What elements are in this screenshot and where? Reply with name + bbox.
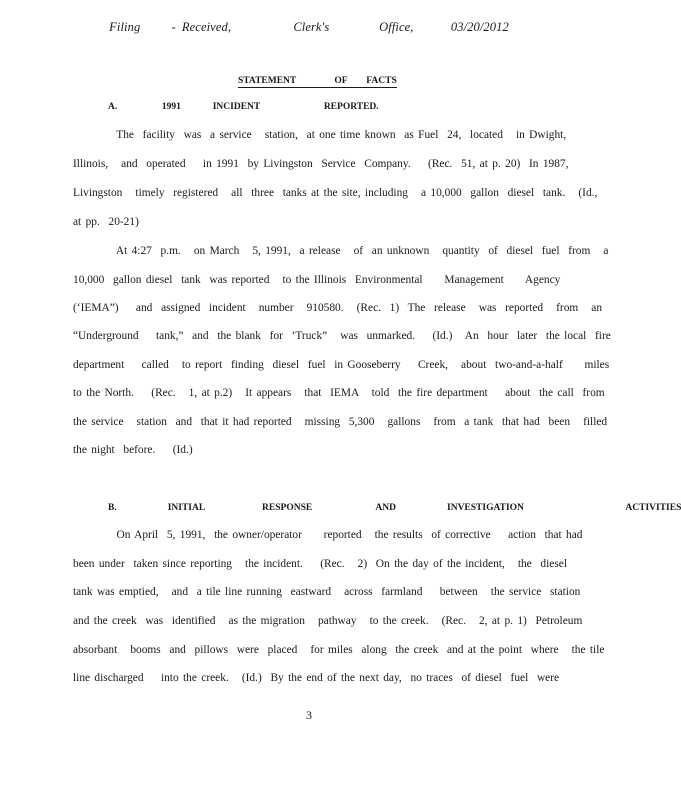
- filing-stamp-header: [0, 20, 618, 35]
- header-clerks: Clerk's: [293, 20, 330, 34]
- subheading-a: A. 1991 INCIDENT REPORTED.: [108, 102, 379, 112]
- text-line: “Underground tank,” and the blank for ‘Truck” was unmarked. (Id.) An hour later the local fire: [73, 330, 611, 342]
- text-line: and the creek was identified as the migration pathway to the creek. (Rec. 2, at p. 1) Petroleum: [73, 615, 583, 627]
- text-line: tank was emptied, and a tile line running eastward across farmland between the service station: [73, 586, 581, 598]
- text-line: the service station and that it had reported missing 5,300 gallons from a tank that had been filled: [73, 416, 608, 428]
- text-line: at pp. 20-21): [73, 216, 139, 228]
- text-line: been under taken since reporting the incident. (Rec. 2) On the day of the incident, the diesel: [73, 558, 567, 570]
- text-line: Illinois, and operated in 1991 by Livingston Service Company. (Rec. 51, at p. 20) In 1987,: [73, 158, 569, 170]
- section-title: STATEMENT OF FACTS: [238, 76, 397, 86]
- text-line: department called to report finding diesel fuel in Gooseberry Creek, about two-and-a-half miles: [73, 359, 610, 371]
- header-office: Office,: [379, 20, 414, 34]
- header-received: - Received,: [171, 20, 232, 34]
- text-line: to the North. (Rec. 1, at p.2) It appears that IEMA told the fire department about the call from: [73, 387, 605, 399]
- text-line: line discharged into the creek. (Id.) By the end of the next day, no traces of diesel fuel were: [73, 672, 560, 684]
- text-line: absorbant booms and pillows were placed for miles along the creek and at the point where the tile: [73, 644, 605, 656]
- subheading-b: B. INITIAL RESPONSE AND INVESTIGATION ACTIVITIES: [108, 503, 681, 513]
- header-date: 03/20/2012: [450, 20, 509, 34]
- text-line: On April 5, 1991, the owner/operator reported the results of corrective action that had: [73, 529, 583, 541]
- page-number: 3: [306, 708, 312, 722]
- text-line: (‘IEMA”) and assigned incident number 910580. (Rec. 1) The release was reported from an: [73, 302, 603, 314]
- text-line: At 4:27 p.m. on March 5, 1991, a release of an unknown quantity of diesel fuel from a: [73, 245, 609, 257]
- text-line: the night before. (Id.): [73, 444, 193, 456]
- text-line: The facility was a service station, at one time known as Fuel 24, located in Dwight,: [73, 129, 567, 141]
- header-filing: Filing: [109, 20, 141, 34]
- text-line: Livingston timely registered all three tanks at the site, including a 10,000 gallon diesel tank. (Id.,: [73, 187, 598, 199]
- text-line: 10,000 gallon diesel tank was reported to the Illinois Environmental Management Agency: [73, 274, 561, 286]
